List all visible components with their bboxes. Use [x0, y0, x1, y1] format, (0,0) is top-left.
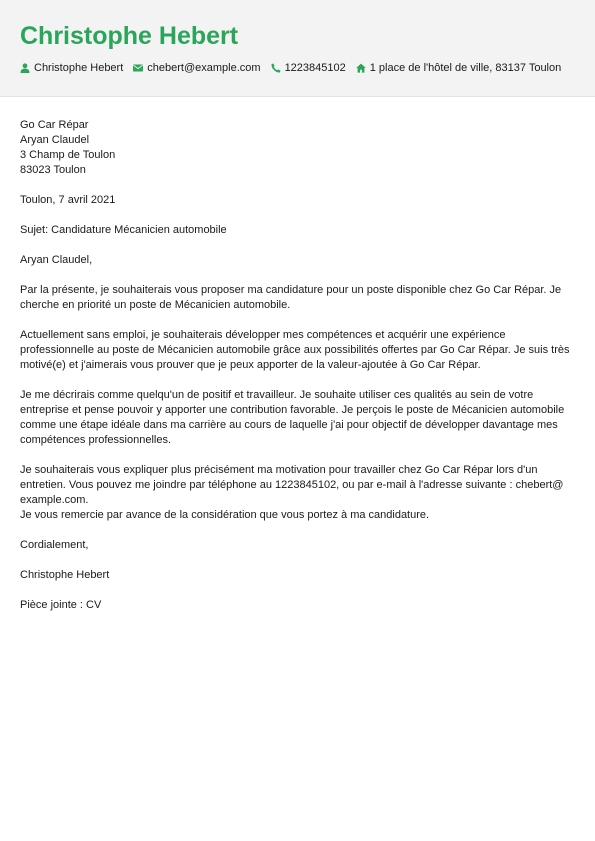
home-icon [356, 63, 366, 73]
paragraph-qualities: Je me décrirais comme quelqu'un de positif et travailleur. Je souhaite utiliser ces qualités au sein de votre entreprise et pense pouvoir y apporter une contribution favorable. Je perçois le poste de Mécanicien automobile comme une étape idéale dans ma carrière au cours de laquelle j'ai pour objectif de développer davantage mes compétences professionnelles. [20, 389, 565, 446]
contact-email[interactable] [133, 60, 260, 76]
contact-phone-text[interactable]: 1223845102 [284, 62, 346, 74]
paragraph-motivation: Actuellement sans emploi, je souhaiterais développer mes compétences et acquérir une expérience professionnelle au poste de Mécanicien automobile grâce aux possibilités offertes par Go Car Répar. Je suis très motivé(e) et j'aimerais vous prouver que je peux apporter de la valeur-ajoutée à Go Car Répar. [20, 329, 570, 371]
closing-thanks-text: Je vous remercie par avance de la considération que vous portez à ma candidature. [20, 509, 430, 521]
recipient-city: 83023 Toulon [20, 164, 86, 176]
contact-bar [20, 60, 571, 76]
contact-person [20, 60, 123, 76]
contact-phone[interactable] [271, 60, 346, 76]
recipient-person: Aryan Claudel [20, 134, 90, 146]
paragraph-intro: Par la présente, je souhaiterais vous proposer ma candidature pour un poste disponible chez Go Car Répar. Je cherche en priorité un poste de Mécanicien automobile. [20, 284, 562, 311]
contact-email-text[interactable]: chebert@example.com [147, 62, 261, 74]
contact-person-text: Christophe Hebert [34, 62, 124, 74]
attachment-line: Pièce jointe : CV [20, 599, 102, 611]
signature: Christophe Hebert [20, 569, 110, 581]
letter-body [20, 118, 575, 628]
contact-address-text: 1 place de l'hôtel de ville, 83137 Toulon [369, 62, 562, 74]
signoff: Cordialement, [20, 539, 89, 551]
date-line: Toulon, 7 avril 2021 [20, 194, 116, 206]
salutation: Aryan Claudel, [20, 254, 93, 266]
sender-name: Christophe Hebert [20, 22, 239, 50]
phone-icon [271, 63, 281, 73]
recipient-company: Go Car Répar [20, 119, 89, 131]
closing-contact-text: Je souhaiterais vous expliquer plus précisément ma motivation pour travailler chez Go Car Répar lors d'un entretien. Vous pouvez me joindre par téléphone au 1223845102, ou par e-mail à l'adresse suivante : chebert@ example.com. [20, 464, 564, 506]
user-icon [20, 63, 30, 73]
envelope-icon [133, 63, 143, 73]
paragraph-closing [20, 463, 575, 523]
contact-address [356, 60, 562, 76]
letter-header [0, 0, 595, 97]
recipient-street: 3 Champ de Toulon [20, 149, 116, 161]
subject-line: Sujet: Candidature Mécanicien automobile [20, 224, 227, 236]
recipient-address [20, 118, 575, 178]
